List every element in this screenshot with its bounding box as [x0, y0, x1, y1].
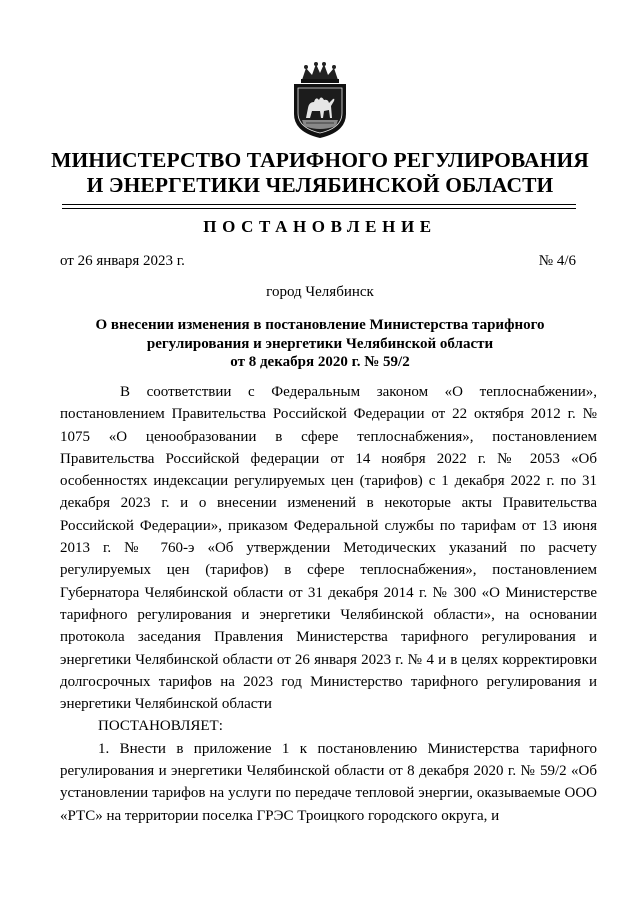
decree-date: от 26 января 2023 г.: [60, 253, 185, 269]
header-divider-thin: [62, 208, 576, 209]
header-divider-thick: [62, 204, 576, 205]
decree-number: [60, 253, 576, 270]
resolves-line: ПОСТАНОВЛЯЕТ:: [98, 718, 223, 735]
ministry-line-2: И ЭНЕРГЕТИКИ ЧЕЛЯБИНСКОЙ ОБЛАСТИ: [86, 173, 554, 197]
item-1-paragraph: 1. Внести в приложение 1 к постановлению Министерства тарифного регулирования и энергетики Челябинской области от 8 декабря 2020 г. № 59/2 «Об установлении тарифов на услуги по передаче тепловой энергии, оказываемые ООО «РТС» на территории поселка ГРЭС Троицкого городского округа, и: [60, 740, 597, 824]
decree-body: [60, 381, 597, 827]
preamble-paragraph: В соответствии с Федеральным законом «О теплоснабжении», постановлением Правительства Российской Федерации от 22 октября 2012 г. № 1075 «О ценообразовании в сфере теплоснабжения», постановлением Правительства Российской федерации от 14 ноября 2022 г. № 2053 «Об особенностях индексации регулируемых цен (тарифов) с 1 декабря 2022 г. по 31 декабря 2023 г. и о внесении изменений в некоторые акты Правительства Российской Федерации», приказом Федеральной службы по тарифам от 13 июня 2013 г. № 760-э «Об утверждении Методических указаний по расчету регулируемых цен (тарифов) в сфере теплоснабжения», постановлением Губернатора Челябинской области от 31 декабря 2014 г. № 300 «О Министерстве тарифного регулирования и энергетики Челябинской области», на основании протокола заседания Правления Министерства тарифного регулирования и энергетики Челябинской области от 26 января 2023 г. № 4 и в целях корректировки долгосрочных тарифов на 2023 год Министерство тарифного регулирования и энергетики Челябинской области: [60, 384, 597, 713]
decree-number-text: № 4/6: [538, 253, 576, 269]
decree-city: город Челябинск: [266, 284, 374, 300]
ministry-name: [40, 148, 600, 198]
decree-title: ПОСТАНОВЛЕНИЕ: [203, 217, 437, 236]
subject-line-3: от 8 декабря 2020 г. № 59/2: [230, 354, 410, 370]
decree-subject: [80, 316, 560, 372]
subject-line-1: О внесении изменения в постановление Министерства тарифного: [95, 317, 545, 333]
ministry-line-1: МИНИСТЕРСТВО ТАРИФНОГО РЕГУЛИРОВАНИЯ: [51, 148, 589, 172]
coat-of-arms-icon: [288, 62, 352, 140]
subject-line-2: регулирования и энергетики Челябинской области: [146, 335, 494, 352]
